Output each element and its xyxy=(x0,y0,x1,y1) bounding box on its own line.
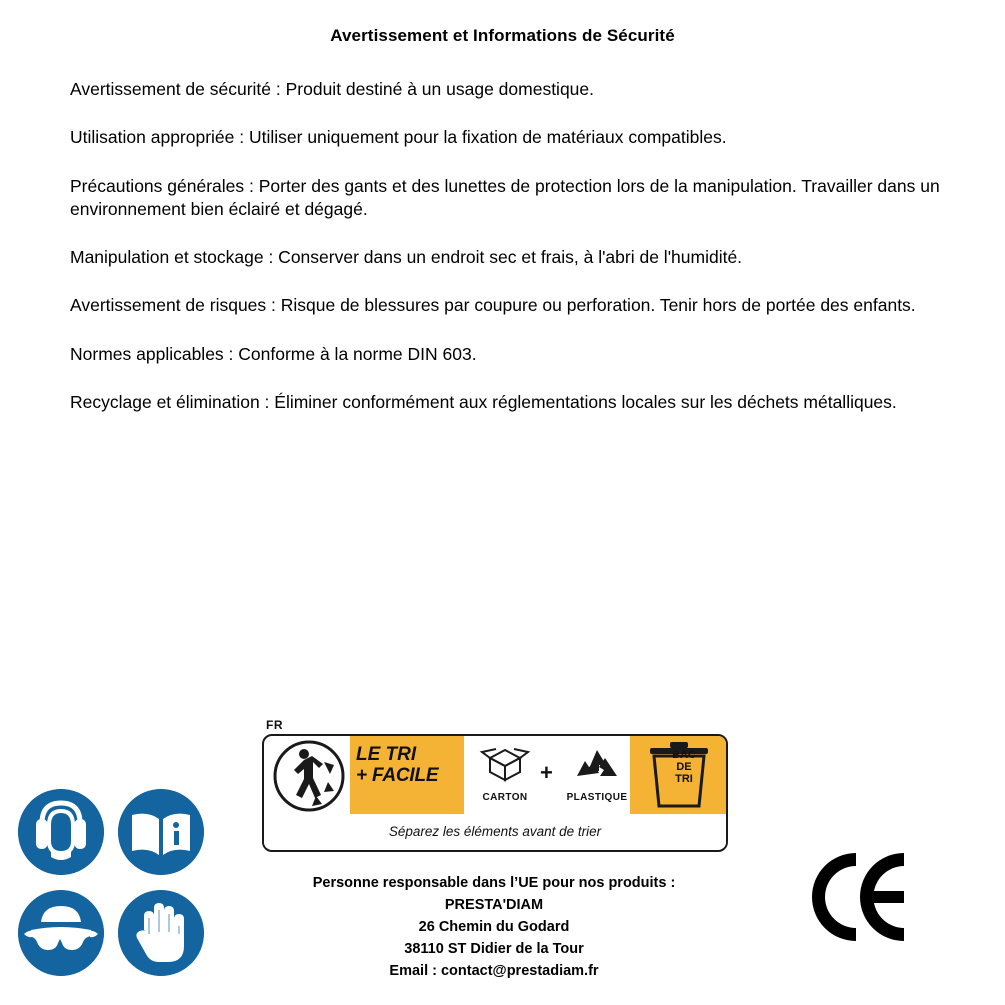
responsible-heading-highlight: UE xyxy=(518,875,539,891)
ce-marking-icon xyxy=(800,843,950,951)
plastique-group xyxy=(560,742,634,803)
safety-text-block xyxy=(70,78,975,439)
safety-paragraph: Avertissement de risques : Risque de blessures par coupure ou perforation. Tenir hors de portée des enfants. xyxy=(70,295,916,316)
label-footer-text: Séparez les éléments avant de trier xyxy=(264,814,726,848)
hand-protection-icon xyxy=(118,890,204,976)
address-line-1: 26 Chemin du Godard xyxy=(418,919,570,936)
page-title: Avertissement et Informations de Sécurité xyxy=(330,26,675,45)
responsible-heading-prefix: Personne responsable dans l’ xyxy=(312,875,519,891)
safety-paragraph: Utilisation appropriée : Utiliser uniquement pour la fixation de matériaux compatibles. xyxy=(70,127,727,148)
bin-text-line2: DE xyxy=(676,760,692,773)
label-language-tag: FR xyxy=(266,718,283,732)
label-headline-line1: LE TRI xyxy=(356,744,417,765)
eye-protection-icon xyxy=(18,890,104,976)
carton-label: CARTON xyxy=(482,792,528,803)
label-headline xyxy=(356,744,462,787)
bin-text xyxy=(656,750,712,786)
mandatory-pictogram-group xyxy=(18,789,206,979)
address-line-2: 38110 ST Didier de la Tour xyxy=(404,941,584,958)
safety-paragraph: Avertissement de sécurité : Produit destiné à un usage domestique. xyxy=(70,79,595,99)
carton-box-icon xyxy=(468,742,542,786)
label-headline-line2: + FACILE xyxy=(356,765,439,787)
bin-text-line1: BAC xyxy=(672,749,696,761)
responsible-person-block xyxy=(222,872,766,982)
safety-paragraph: Précautions générales : Porter des gants et des lunettes de protection lors de la manipulation. Travailler dans un environnement bien éclairé et dégagé. xyxy=(70,175,940,219)
responsible-heading-suffix: pour nos produits : xyxy=(538,875,676,891)
company-name: PRESTA'DIAM xyxy=(444,897,544,914)
safety-paragraph: Normes applicables : Conforme à la norme DIN 603. xyxy=(70,343,477,364)
triman-icon xyxy=(268,738,350,814)
label-frame xyxy=(262,734,728,852)
responsible-person-heading xyxy=(222,872,766,894)
recycle-loop-icon xyxy=(560,742,634,786)
safety-paragraph: Manipulation et stockage : Conserver dans un endroit sec et frais, à l'abri de l'humidité. xyxy=(70,247,743,268)
plastique-label: PLASTIQUE xyxy=(566,792,628,803)
contact-email: Email : contact@prestadiam.fr xyxy=(389,963,599,980)
plus-separator: + xyxy=(540,760,553,785)
bin-text-line3: TRI xyxy=(675,772,693,785)
safety-paragraph: Recyclage et élimination : Éliminer conformément aux réglementations locales sur les déchets métalliques. xyxy=(70,391,897,412)
ear-protection-icon xyxy=(18,789,104,875)
read-manual-icon xyxy=(118,789,204,875)
carton-group xyxy=(468,742,542,803)
recycling-sorting-label xyxy=(262,718,726,852)
